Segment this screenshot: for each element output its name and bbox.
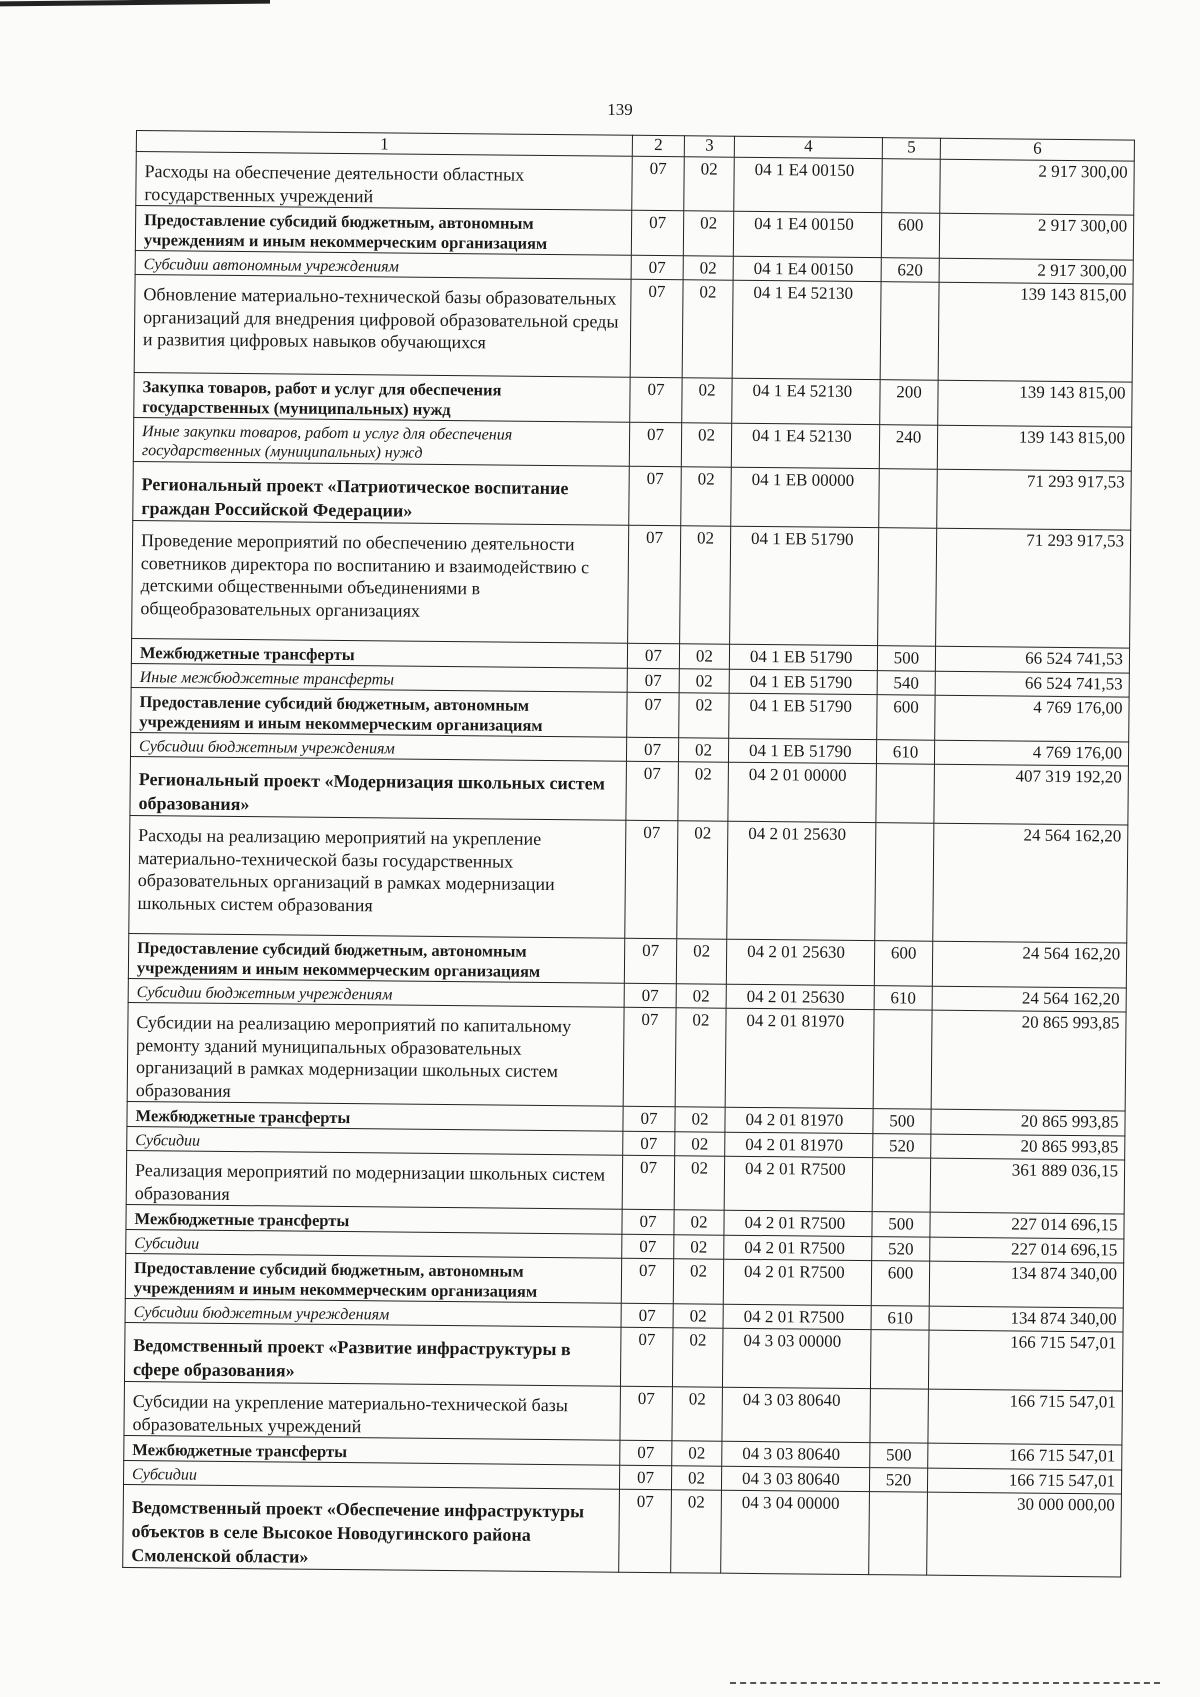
row-amount: 20 865 993,85 (931, 1134, 1125, 1160)
table-row (132, 520, 1131, 648)
row-expense-type (873, 1010, 932, 1110)
row-name: Иные межбюджетные трансферты (131, 663, 627, 692)
row-section-code: 07 (619, 1489, 672, 1572)
row-section-code: 07 (620, 1386, 673, 1440)
row-target-article: 04 1 ЕВ 51790 (729, 693, 877, 739)
row-target-article: 04 3 03 80640 (722, 1441, 870, 1467)
row-expense-type: 240 (879, 425, 937, 470)
row-expense-type (879, 469, 938, 529)
row-name: Субсидии (126, 1229, 622, 1258)
row-section-code: 07 (626, 737, 678, 761)
row-target-article: 04 2 01 R7500 (723, 1304, 871, 1329)
table-row (124, 1322, 1123, 1391)
row-target-article: 04 2 01 81970 (725, 1132, 873, 1157)
row-amount: 24 564 162,20 (932, 986, 1126, 1012)
row-subsection-code: 02 (679, 644, 729, 669)
row-expense-type: 540 (877, 671, 935, 696)
row-subsection-code: 02 (683, 211, 733, 256)
row-name: Закупка товаров, работ и услуг для обеспечения государственных (муниципальных) нужд (134, 372, 630, 422)
row-name: Субсидии на укрепление материально-технической базы образовательных учреждений (124, 1381, 620, 1440)
row-subsection-code: 02 (676, 984, 726, 1008)
row-expense-type (878, 528, 937, 647)
row-section-code: 07 (621, 1258, 673, 1303)
row-amount: 227 014 696,15 (930, 1212, 1124, 1239)
row-target-article: 04 1 ЕВ 51790 (729, 669, 877, 694)
row-subsection-code: 02 (672, 1441, 722, 1466)
row-name: Расходы на реализацию мероприятий на укрепление материально-технической базы государственных образовательных организаций в рамках модернизации школьных систем образования (129, 815, 626, 938)
row-target-article: 04 1 ЕВ 51790 (730, 526, 879, 645)
row-subsection-code: 02 (679, 693, 729, 738)
row-name: Расходы на обеспечение деятельности областных государственных учреждений (136, 152, 632, 211)
row-amount: 166 715 547,01 (928, 1389, 1123, 1445)
row-section-code: 07 (624, 983, 676, 1007)
row-section-code: 07 (622, 1155, 675, 1209)
row-amount: 361 889 036,15 (930, 1158, 1125, 1214)
row-name: Ведомственный проект «Обеспечение инфраструктуры объектов в селе Высокое Новодугинского района Смоленской области» (123, 1484, 620, 1572)
row-target-article: 04 1 ЕВ 00000 (731, 467, 880, 527)
row-name: Региональный проект «Патриотическое воспитание граждан Российской Федерации» (133, 461, 630, 525)
row-amount: 407 319 192,20 (934, 764, 1129, 825)
row-target-article: 04 2 01 25630 (727, 821, 876, 940)
table-row (129, 815, 1128, 943)
row-amount: 24 564 162,20 (933, 823, 1128, 943)
table-row (123, 1484, 1122, 1577)
row-amount: 20 865 993,85 (931, 1109, 1125, 1136)
row-subsection-code: 02 (683, 256, 733, 280)
row-section-code: 07 (627, 668, 679, 692)
scan-artifact-line (0, 0, 270, 6)
row-name: Субсидии бюджетным учреждениям (130, 732, 626, 761)
row-expense-type (870, 1330, 929, 1390)
row-section-code: 07 (623, 1007, 676, 1106)
row-name: Проведение мероприятий по обеспечению деятельности советников директора по воспитанию и взаимодействию с детскими общественными объединениями в общеобразовательных организациях (132, 520, 629, 643)
row-subsection-code: 02 (675, 1107, 725, 1132)
row-target-article: 04 2 01 R7500 (724, 1156, 873, 1211)
row-section-code: 07 (626, 761, 679, 820)
row-target-article: 04 3 03 80640 (721, 1466, 869, 1491)
row-expense-type: 500 (872, 1212, 930, 1238)
row-name: Иные закупки товаров, работ и услуг для обеспечения государственных (муниципальных) нужд (133, 417, 629, 466)
row-name: Региональный проект «Модернизация школьных систем образования» (130, 756, 627, 820)
row-section-code: 07 (629, 466, 682, 525)
row-target-article: 04 1 Е4 00150 (734, 157, 883, 212)
table-row (126, 1150, 1124, 1214)
row-expense-type (882, 159, 941, 214)
row-section-code: 07 (624, 938, 676, 983)
row-name: Межбюджетные трансферты (124, 1435, 620, 1465)
page-number: 139 (607, 100, 633, 119)
row-expense-type: 500 (873, 1109, 931, 1135)
row-expense-type: 520 (872, 1237, 930, 1262)
row-subsection-code: 02 (673, 1259, 723, 1304)
row-subsection-code: 02 (680, 526, 731, 644)
row-amount: 20 865 993,85 (931, 1010, 1126, 1111)
row-expense-type (876, 764, 935, 824)
row-section-code: 07 (632, 156, 685, 210)
row-target-article: 04 3 04 00000 (721, 1490, 870, 1574)
row-subsection-code: 02 (678, 762, 729, 821)
row-name: Предоставление субсидий бюджетным, автономным учреждениям и иным некоммерческим организациям (135, 206, 631, 256)
table-row (127, 1002, 1126, 1111)
row-expense-type: 600 (874, 941, 932, 987)
row-amount: 166 715 547,01 (928, 1330, 1123, 1391)
row-amount: 24 564 162,20 (932, 941, 1126, 988)
row-expense-type: 500 (870, 1443, 928, 1469)
row-name: Межбюджетные трансферты (127, 1101, 623, 1131)
table-row (136, 152, 1134, 216)
row-name: Межбюджетные трансферты (131, 638, 627, 668)
row-section-code: 07 (622, 1209, 674, 1234)
row-subsection-code: 02 (672, 1387, 723, 1441)
row-subsection-code: 02 (673, 1304, 723, 1328)
row-target-article: 04 1 Е4 52130 (732, 378, 880, 424)
row-expense-type (872, 1158, 931, 1213)
row-expense-type (875, 823, 934, 942)
row-name: Предоставление субсидий бюджетным, автономным учреждениям и иным некоммерческим организациям (125, 1253, 621, 1303)
row-section-code: 07 (623, 1106, 675, 1131)
row-expense-type (880, 282, 939, 381)
row-section-code: 07 (630, 279, 683, 377)
table-row (130, 756, 1129, 825)
row-subsection-code: 02 (674, 1156, 725, 1210)
row-expense-type: 610 (876, 740, 934, 765)
column-header-2: 2 (632, 135, 684, 156)
row-name: Ведомственный проект «Развитие инфраструктуры в сфере образования» (124, 1322, 621, 1386)
row-subsection-code: 02 (678, 738, 728, 762)
row-section-code: 07 (628, 525, 681, 643)
row-amount: 134 874 340,00 (929, 1306, 1123, 1332)
row-section-code: 07 (629, 422, 681, 466)
row-expense-type: 610 (874, 986, 932, 1011)
row-expense-type: 520 (873, 1134, 931, 1159)
column-header-5: 5 (882, 138, 940, 160)
table-row (124, 1381, 1122, 1445)
row-section-code: 07 (620, 1440, 672, 1465)
row-amount: 139 143 815,00 (938, 380, 1132, 427)
row-expense-type: 520 (869, 1468, 927, 1493)
row-amount: 2 917 300,00 (939, 213, 1133, 260)
row-amount: 71 293 917,53 (937, 469, 1132, 530)
row-target-article: 04 1 Е4 52130 (732, 280, 881, 379)
row-subsection-code: 02 (674, 1235, 724, 1259)
row-name: Реализация мероприятий по модернизации школьных систем образования (126, 1150, 622, 1209)
row-section-code: 07 (631, 210, 683, 255)
row-expense-type: 600 (881, 213, 939, 259)
row-amount: 2 917 300,00 (939, 258, 1133, 284)
row-target-article: 04 2 01 25630 (726, 984, 874, 1009)
row-amount: 71 293 917,53 (936, 528, 1131, 648)
row-subsection-code: 02 (679, 669, 729, 693)
row-section-code: 07 (627, 643, 679, 668)
row-expense-type: 500 (877, 646, 935, 672)
row-subsection-code: 02 (675, 1132, 725, 1156)
row-target-article: 04 1 Е4 00150 (733, 211, 881, 257)
row-name: Предоставление субсидий бюджетным, автономным учреждениям и иным некоммерческим организациям (131, 687, 627, 737)
row-section-code: 07 (619, 1465, 671, 1489)
budget-table-sheet (122, 130, 1135, 1578)
row-subsection-code: 02 (671, 1490, 722, 1573)
row-amount: 4 769 176,00 (935, 695, 1129, 742)
row-name: Субсидии бюджетным учреждениям (128, 978, 624, 1007)
row-subsection-code: 02 (684, 157, 735, 211)
row-subsection-code: 02 (671, 1466, 721, 1490)
row-expense-type: 620 (881, 258, 939, 283)
row-amount: 227 014 696,15 (930, 1237, 1124, 1263)
row-name: Субсидии на реализацию мероприятий по капитальному ремонту зданий муниципальных образовательных организаций в рамках модернизации школьных систем образования (127, 1002, 624, 1106)
row-section-code: 07 (625, 820, 678, 938)
budget-table (122, 130, 1135, 1578)
row-target-article: 04 1 Е4 00150 (733, 256, 881, 281)
row-target-article: 04 2 01 25630 (726, 939, 874, 985)
row-target-article: 04 3 03 00000 (722, 1328, 871, 1388)
row-section-code: 07 (627, 692, 679, 737)
row-section-code: 07 (630, 377, 682, 422)
row-subsection-code: 02 (681, 423, 731, 467)
row-amount: 66 524 741,53 (935, 646, 1129, 673)
row-expense-type: 600 (877, 695, 935, 741)
row-expense-type: 610 (871, 1306, 929, 1331)
column-header-1: 1 (136, 131, 632, 157)
row-expense-type: 600 (871, 1261, 929, 1307)
row-amount: 139 143 815,00 (937, 425, 1131, 471)
row-section-code: 07 (622, 1234, 674, 1258)
row-name: Межбюджетные трансферты (126, 1204, 622, 1234)
row-amount: 66 524 741,53 (935, 671, 1129, 697)
row-subsection-code: 02 (674, 1210, 724, 1235)
column-header-6: 6 (940, 138, 1134, 161)
row-target-article: 04 1 Е4 52130 (731, 423, 879, 468)
row-subsection-code: 02 (682, 280, 733, 378)
row-amount: 139 143 815,00 (938, 282, 1133, 382)
row-section-code: 07 (623, 1131, 675, 1155)
row-target-article: 04 2 01 R7500 (724, 1235, 872, 1260)
table-row (134, 274, 1133, 382)
row-section-code: 07 (631, 255, 683, 279)
row-target-article: 04 2 01 R7500 (724, 1210, 872, 1236)
row-subsection-code: 02 (682, 378, 732, 423)
row-name: Предоставление субсидий бюджетным, автономным учреждениям и иным некоммерческим организациям (128, 933, 624, 983)
row-target-article: 04 3 03 80640 (722, 1387, 871, 1442)
row-expense-type (870, 1389, 929, 1444)
row-subsection-code: 02 (676, 939, 726, 984)
row-amount: 166 715 547,01 (927, 1468, 1121, 1494)
column-header-3: 3 (684, 136, 734, 157)
row-name: Субсидии (127, 1126, 623, 1155)
row-amount: 134 874 340,00 (929, 1261, 1123, 1308)
row-name: Субсидии (123, 1460, 619, 1489)
row-target-article: 04 2 01 81970 (725, 1107, 873, 1133)
row-target-article: 04 1 ЕВ 51790 (729, 644, 877, 670)
scan-artifact-bottom (730, 1682, 1160, 1684)
row-amount: 4 769 176,00 (934, 740, 1128, 766)
row-target-article: 04 1 ЕВ 51790 (728, 738, 876, 763)
row-subsection-code: 02 (681, 467, 732, 526)
column-header-4: 4 (734, 136, 882, 158)
row-subsection-code: 02 (677, 821, 728, 939)
row-expense-type: 200 (880, 380, 938, 426)
row-name: Субсидии бюджетным учреждениям (125, 1298, 621, 1327)
row-target-article: 04 2 01 81970 (725, 1008, 874, 1108)
table-row (133, 461, 1132, 530)
row-target-article: 04 2 01 R7500 (723, 1259, 871, 1305)
row-amount: 166 715 547,01 (928, 1443, 1122, 1470)
row-amount: 2 917 300,00 (940, 159, 1135, 215)
row-name: Субсидии автономным учреждениям (135, 250, 631, 279)
row-subsection-code: 02 (675, 1008, 726, 1107)
row-target-article: 04 2 01 00000 (728, 762, 877, 822)
row-section-code: 07 (620, 1327, 673, 1386)
row-expense-type (869, 1492, 928, 1576)
row-section-code: 07 (621, 1303, 673, 1327)
row-amount: 30 000 000,00 (927, 1492, 1122, 1577)
row-name: Обновление материально-технической базы образовательных организаций для внедрения цифровой образовательной среды и развития цифровых навыков обучающихся (134, 274, 631, 377)
row-subsection-code: 02 (672, 1328, 723, 1387)
